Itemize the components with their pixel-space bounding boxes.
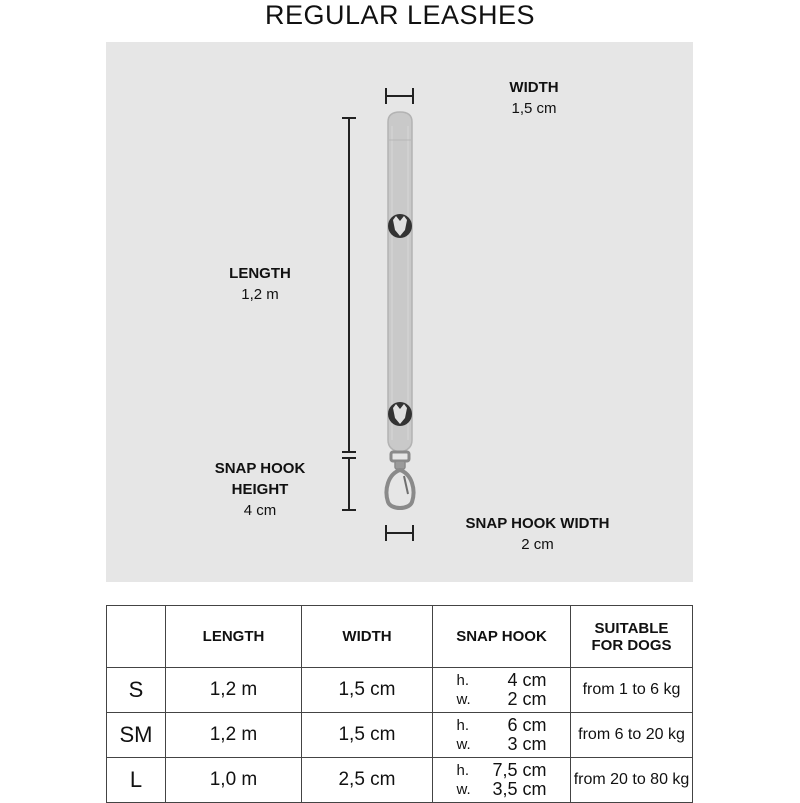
length-label: LENGTH 1,2 m (229, 265, 291, 303)
size-table (106, 605, 693, 803)
length-cell: 1,2 m (166, 713, 302, 758)
length-dimension-marker (342, 118, 356, 452)
snap-hook-cell: h. 6 cm w. 3 cm (433, 713, 571, 758)
page-title: REGULAR LEASHES (264, 0, 536, 30)
width-cell: 1,5 cm (302, 713, 433, 758)
header-snap-hook: SNAP HOOK (433, 606, 571, 668)
header-width: WIDTH (302, 606, 433, 668)
length-cell: 1,2 m (166, 668, 302, 713)
width-dimension-marker (386, 88, 413, 104)
snap-hook-cell: h. 4 cm w. 2 cm (433, 668, 571, 713)
table-header-row (107, 606, 693, 668)
dogs-cell: from 1 to 6 kg (571, 668, 693, 713)
width-cell: 2,5 cm (302, 758, 433, 803)
width-cell: 1,5 cm (302, 668, 433, 713)
size-cell: S (107, 668, 166, 713)
table-row (107, 758, 693, 803)
header-suitable-for-dogs: SUITABLE FOR DOGS (571, 606, 693, 668)
dog-logo-icon (388, 214, 412, 238)
header-length: LENGTH (166, 606, 302, 668)
width-label: WIDTH 1,5 cm (509, 79, 559, 117)
length-cell: 1,0 m (166, 758, 302, 803)
snap-hook-height-label: SNAP HOOK HEIGHT 4 cm (214, 460, 306, 519)
dog-logo-icon (388, 402, 412, 426)
snap-hook-cell: h. 7,5 cm w. 3,5 cm (433, 758, 571, 803)
snap-hook-height-marker (342, 458, 356, 510)
snap-hook-width-marker (386, 525, 413, 541)
leash-strap (388, 112, 412, 452)
table-row (107, 713, 693, 758)
dogs-cell: from 20 to 80 kg (571, 758, 693, 803)
dogs-cell: from 6 to 20 kg (571, 713, 693, 758)
size-cell: L (107, 758, 166, 803)
header-size (107, 606, 166, 668)
snap-hook-icon (387, 452, 414, 508)
size-cell: SM (107, 713, 166, 758)
table-row (107, 668, 693, 713)
snap-hook-width-label: SNAP HOOK WIDTH 2 cm (465, 515, 610, 553)
